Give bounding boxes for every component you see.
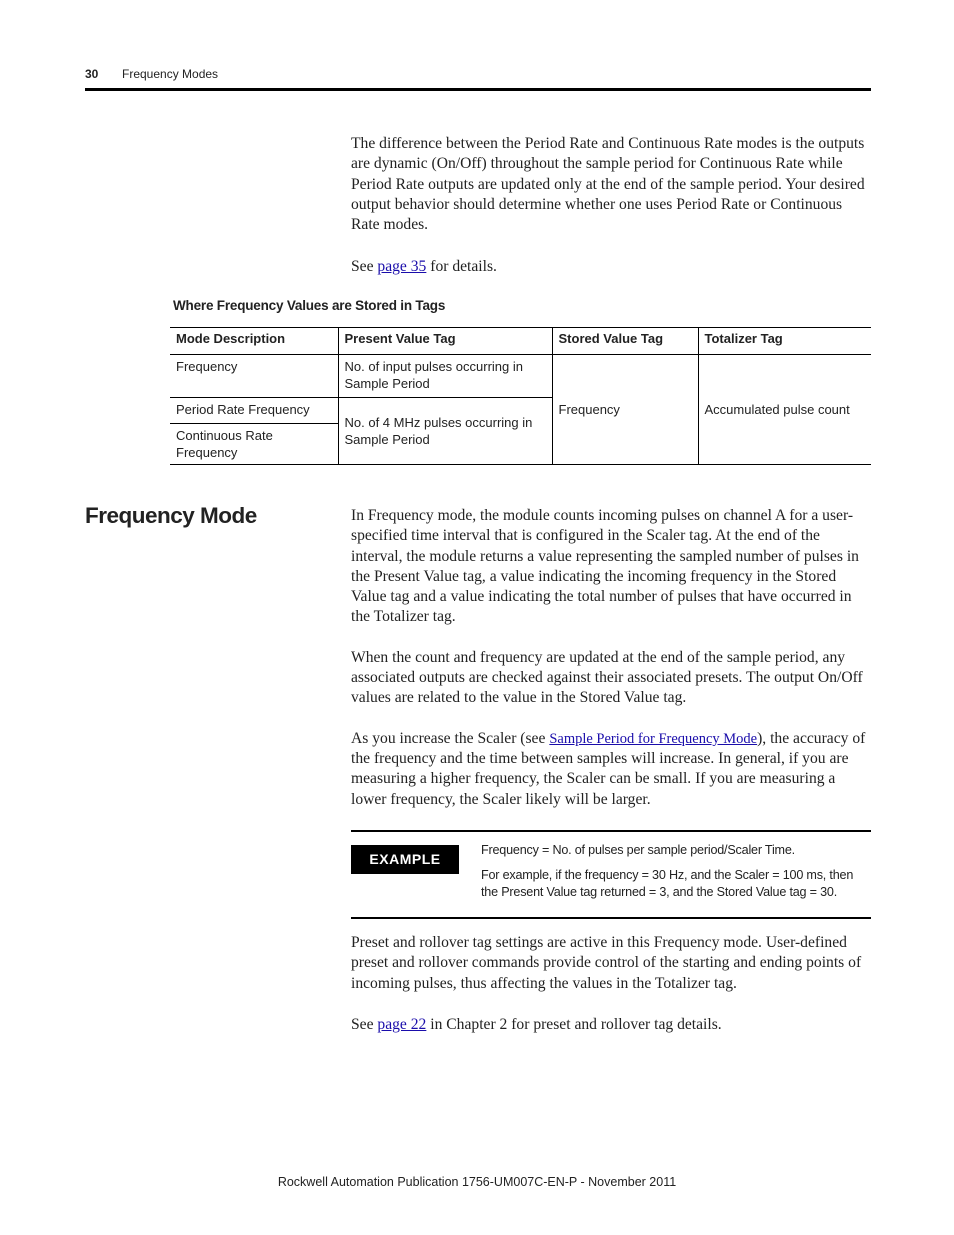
page-number: 30 xyxy=(85,67,99,81)
example-badge: EXAMPLE xyxy=(351,845,459,874)
example-line-1: Frequency = No. of pulses per sample period/Scaler Time. xyxy=(481,843,795,857)
present-4mhz: No. of 4 MHz pulses occurring in Sample Period xyxy=(344,415,533,447)
mode-frequency: Frequency xyxy=(176,359,238,374)
header-rule xyxy=(85,88,871,91)
section-paragraph-3 xyxy=(351,729,871,810)
example-box xyxy=(351,830,871,919)
cell-present xyxy=(338,355,552,398)
intro-paragraph: The difference between the Period Rate and Continuous Rate modes is the outputs are dynamic (On/Off) throughout the sample period for Continuous Rate while Period Rate outputs are updated only at the end of the sample period. Your desired output behavior should determine whether one uses Period Rate or Continuous Rate modes. xyxy=(351,135,865,234)
sample-period-link[interactable]: Sample Period for Frequency Mode xyxy=(549,730,758,747)
example-line-2: For example, if the frequency = 30 Hz, and the Scaler = 100 ms, then the Present Value tag returned = 3, and the Stored Value tag = 30. xyxy=(481,868,854,899)
mode-period-rate: Period Rate Frequency xyxy=(176,402,310,417)
cell-totalizer-merged xyxy=(698,355,871,465)
header-mode-description: Mode Description xyxy=(170,328,338,355)
section-paragraph-2: When the count and frequency are updated at the end of the sample period, any associated outputs are checked against their associated presets. The output On/Off values are related to the value in the Stored Value tag. xyxy=(351,648,863,707)
intro-see-suffix: for details. xyxy=(426,258,497,276)
stored-value: Frequency xyxy=(558,402,620,417)
page-35-link[interactable]: page 35 xyxy=(377,258,427,276)
intro-see-line xyxy=(351,257,871,277)
table-caption: Where Frequency Values are Stored in Tags xyxy=(173,298,446,313)
table-header-row xyxy=(170,328,871,355)
preset-block xyxy=(351,933,871,1035)
p3-suffix: ), the accuracy of the frequency and the time between samples will increase. In general, if you are measuring a higher frequency, the Scaler can be small. If you are measuring a lower frequency, the Scaler likely will be larger. xyxy=(351,729,866,808)
cell-stored-merged xyxy=(552,355,698,465)
section-paragraph-4: Preset and rollover tag settings are active in this Frequency mode. User-defined preset and rollover commands provide control of the starting and ending points of incoming pulses, thus affecting the values in the Totalizer tag. xyxy=(351,934,862,992)
cell-present-merged xyxy=(338,398,552,465)
totalizer-value: Accumulated pulse count xyxy=(704,402,850,417)
p5-suffix: in Chapter 2 for preset and rollover tag details. xyxy=(426,1015,722,1033)
intro-see-prefix: See xyxy=(351,258,378,276)
section-heading: Frequency Mode xyxy=(85,503,257,528)
table-row xyxy=(170,355,871,398)
intro-block xyxy=(351,134,871,278)
section-body xyxy=(351,506,871,810)
example-text xyxy=(481,842,871,909)
running-title: Frequency Modes xyxy=(122,67,219,81)
mode-continuous-rate: Continuous Rate Frequency xyxy=(176,428,273,460)
page-footer: Rockwell Automation Publication 1756-UM007C-EN-P - November 2011 xyxy=(277,1175,677,1189)
page-header xyxy=(85,64,871,92)
frequency-tags-table xyxy=(170,327,871,465)
present-frequency: No. of input pulses occurring in Sample Period xyxy=(344,359,523,391)
header-totalizer-tag: Totalizer Tag xyxy=(698,328,871,355)
header-present-value-tag: Present Value Tag xyxy=(338,328,552,355)
header-stored-value-tag: Stored Value Tag xyxy=(552,328,698,355)
cell-mode xyxy=(170,355,338,398)
cell-mode xyxy=(170,424,338,465)
section-see-line xyxy=(351,1015,871,1035)
p5-prefix: See xyxy=(351,1015,378,1033)
p3-prefix: As you increase the Scaler (see xyxy=(351,729,550,747)
cell-mode xyxy=(170,398,338,424)
section-paragraph-1: In Frequency mode, the module counts incoming pulses on channel A for a user-specified time interval that is configured in the Scaler tag. At the end of the interval, the module returns a value representing the sampled number of pulses in the Present Value tag, a value indicating the incoming frequency in the Stored Value tag and a value indicating the total number of pulses that have occurred in the Totalizer tag. xyxy=(351,507,859,626)
page-22-link[interactable]: page 22 xyxy=(377,1015,427,1033)
